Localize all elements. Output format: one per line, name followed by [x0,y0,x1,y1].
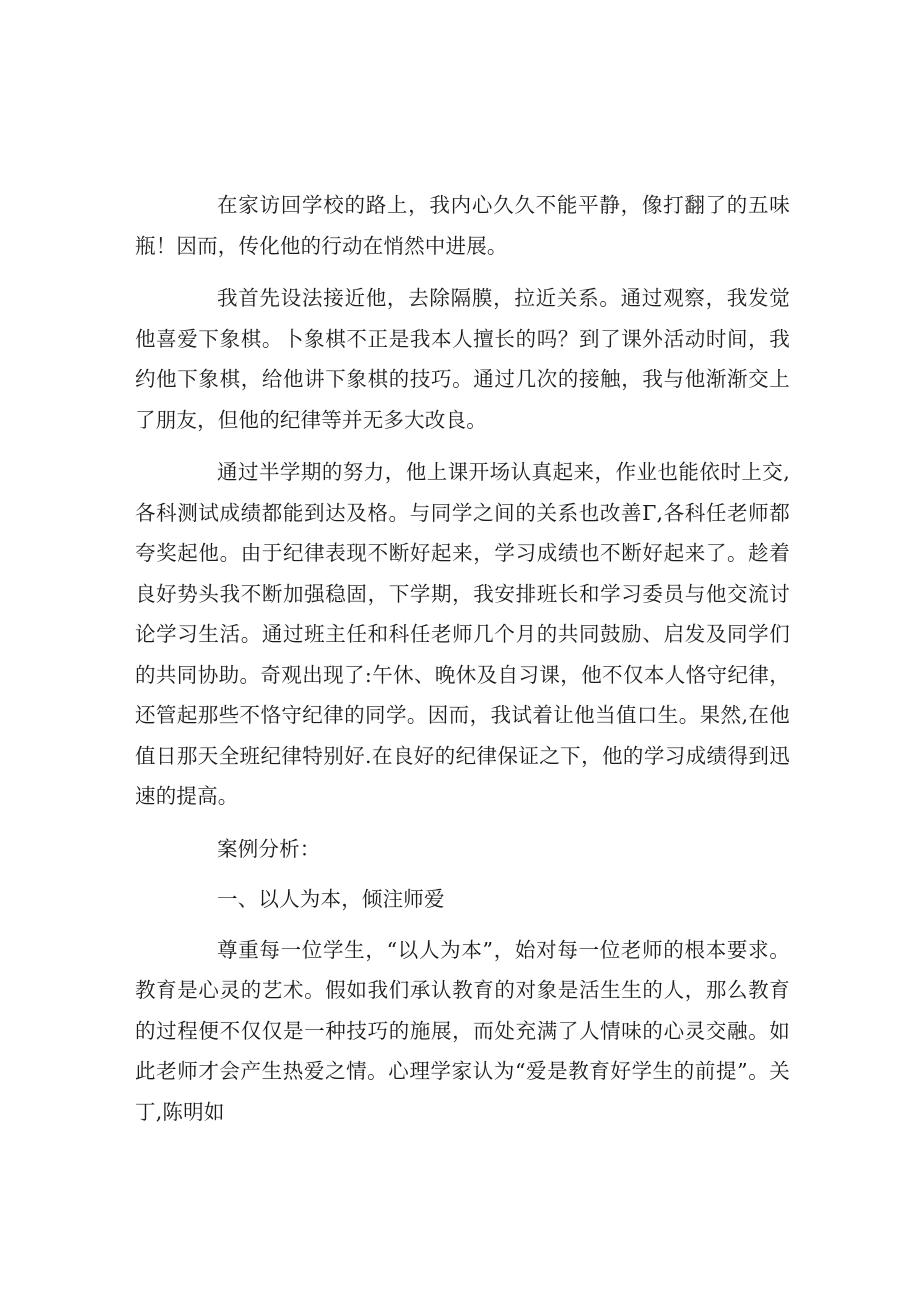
paragraph-respect-students: 尊重每一位学生，“以人为本”，始对每一位老师的根本要求。教育是心灵的艺术。假如我们承认教育的对象是活生生的人，那么教育的过程便不仅仅是一种技巧的施展，而处充满了人情味的心灵交融。如此老师才会产生热爱之情。心理学家认为“爱是教育好学生的前提”。关丁,陈明如 [135,937,790,1124]
paragraph-home-visit: 在家访回学校的路上，我内心久久不能平静，像打翻了的五味瓶！因而，传化他的行动在悄然中进展。 [135,193,790,258]
paragraph-progress: 通过半学期的努力，他上课开场认真起来，作业也能依时上交,各科测试成绩都能到达及格。与同学之间的关系也改善Γ,各科任老师都夸奖起他。由于纪律表现不断好起来，学习成绩也不断好起来了。趁着良好势头我不断加强稳固，下学期，我安排班长和学习委员与他交流讨论学习生活。通过班主任和科任老师几个月的共同鼓励、启发及同学们的共同协助。奇观出现了:午休、晚休及自习课，他不仅本人恪守纪律，还管起那些不恪守纪律的同学。因而，我试着让他当值口生。果然,在他值日那天全班纪律特别好.在良好的纪律保证之下，他的学习成绩得到迅速的提高。 [135,460,790,808]
paragraph-approach: 我首先设法接近他，去除隔膜，拉近关系。通过观察，我发觉他喜爱下象棋。卜象棋不正是我本人擅长的吗？到了课外活动时间，我约他下象棋，给他讲下象棋的技巧。通过几次的接触，我与他渐渐交上了朋友，但他的纪律等并无多大改良。 [135,286,790,432]
document-body [135,185,790,1144]
section-heading-case-analysis: 案例分析： [217,836,321,861]
subsection-heading-people-first: 一、以人为本，倾注师爱 [217,887,445,911]
